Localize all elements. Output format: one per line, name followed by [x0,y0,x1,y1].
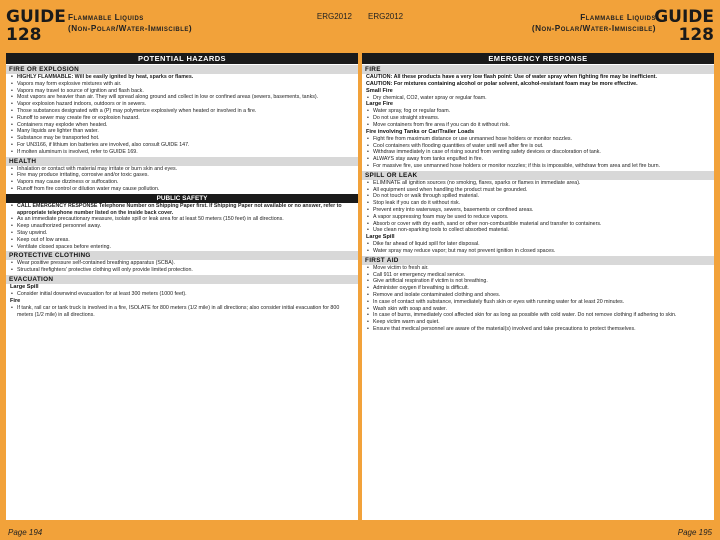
large-fire-label: Large Fire [366,101,394,108]
list-item: • Keep victim warm and quiet. [366,319,711,326]
list-item: • Stop leak if you can do it without risk. [366,200,711,207]
list-item: • For UN3166, if lithium ion batteries are involved, also consult GUIDE 147. [10,142,355,149]
list-item: • Do not use straight streams. [366,115,711,122]
fire-explosion-header: FIRE OR EXPLOSION [6,65,358,74]
guide-number: 128 [678,25,714,45]
small-fire-list [362,95,714,102]
list-item: • Water spray, fog or regular foam. [366,108,711,115]
first-aid-header: FIRST AID [362,256,714,265]
list-item: • If molten aluminum is involved, refer to GUIDE 169. [10,149,355,156]
list-item: • Fire may produce irritating, corrosive and/or toxic gases. [10,172,355,179]
list-item: • Many liquids are lighter than water. [10,128,355,135]
list-item: • Keep out of low areas. [10,237,355,244]
list-item: • Vapor explosion hazard indoors, outdoors or in sewers. [10,101,355,108]
guide-badge [654,8,714,44]
list-item: • Give artificial respiration if victim is not breathing. [366,278,711,285]
evac-fire-label: Fire [10,297,21,304]
evac-large-spill-list [6,291,358,298]
page-number: Page 194 [8,528,43,537]
large-fire-list [362,108,714,128]
tanks-fire-label: Fire involving Tanks or Car/Trailer Loads [366,128,475,135]
list-item: • Cool containers with flooding quantities of water until well after fire is out. [366,143,711,150]
guide-number: 128 [6,25,42,45]
small-fire-label: Small Fire [366,87,393,94]
guide-title-line1: Flammable Liquids [580,13,656,22]
erg-label: ERG2012 [368,12,404,21]
tanks-fire-list [362,136,714,170]
list-item: • ALWAYS stay away from tanks engulfed in fire. [366,156,711,163]
guide-badge [6,8,66,44]
evac-fire-list [6,305,358,319]
list-item: • Substance may be transported hot. [10,135,355,142]
list-item: • A vapor suppressing foam may be used to reduce vapors. [366,214,711,221]
protective-clothing-list [6,260,358,274]
guide-title [532,12,656,34]
list-item: • Fight fire from maximum distance or use unmanned hose holders or monitor nozzles. [366,136,711,143]
list-item: • Vapors may travel to source of ignition and flash back. [10,88,355,95]
potential-hazards-header: POTENTIAL HAZARDS [6,53,358,64]
page-number: Page 195 [677,528,712,537]
list-item: • Runoff to sewer may create fire or explosion hazard. [10,115,355,122]
large-spill-list [362,241,714,255]
list-item: • Inhalation or contact with material may irritate or burn skin and eyes. [10,166,355,173]
caution-note: CAUTION: For mixtures containing alcohol or polar solvent, alcohol-resistant foam may be more effective. [366,80,638,87]
erg-label: ERG2012 [316,12,352,21]
list-item: • Move containers from fire area if you can do it without risk. [366,122,711,129]
public-safety-list [6,203,358,251]
list-item: • If tank, rail car or tank truck is involved in a fire, ISOLATE for 800 meters (1/2 mile) in all directions; also consider initial evacuation for 800 meters (1/2 mile) in all directions. [10,305,355,319]
list-item: • Call 911 or emergency medical service. [366,272,711,279]
list-item: • Water spray may reduce vapor; but may not prevent ignition in closed spaces. [366,248,711,255]
list-item: • Wash skin with soap and water. [366,306,711,313]
list-item: • Structural firefighters' protective clothing will only provide limited protection. [10,267,355,274]
list-item: • Runoff from fire control or dilution water may cause pollution. [10,186,355,193]
list-item: • In case of contact with substance, immediately flush skin or eyes with running water for at least 20 minutes. [366,299,711,306]
list-item: • Ensure that medical personnel are aware of the material(s) involved and take precautions to protect themselves. [366,326,711,333]
list-item: • Administer oxygen if breathing is difficult. [366,285,711,292]
list-item: • Use clean non-sparking tools to collect absorbed material. [366,227,711,234]
list-item: • Move victim to fresh air. [366,265,711,272]
spill-leak-header: SPILL OR LEAK [362,171,714,180]
health-list [6,166,358,193]
public-safety-header: PUBLIC SAFETY [6,194,358,203]
list-item: • Vapors may cause dizziness or suffocation. [10,179,355,186]
health-header: HEALTH [6,157,358,166]
list-item: • Do not touch or walk through spilled material. [366,193,711,200]
list-item: • Most vapors are heavier than air. They will spread along ground and collect in low or confined areas (sewers, basements, tanks). [10,94,355,101]
list-item: • In case of burns, immediately cool affected skin for as long as possible with cold water. Do not remove clothing if adhering to skin. [366,312,711,319]
list-item: • Consider initial downwind evacuation for at least 300 meters (1000 feet). [10,291,355,298]
list-item: • Those substances designated with a (P) may polymerize explosively when heated or involved in a fire. [10,108,355,115]
list-item: • Ventilate closed spaces before entering. [10,244,355,251]
evacuation-header: EVACUATION [6,275,358,284]
guide-title [68,12,192,34]
list-item: • Dike far ahead of liquid spill for later disposal. [366,241,711,248]
list-item: • Stay upwind. [10,230,355,237]
list-item: • Containers may explode when heated. [10,122,355,129]
list-item: • Prevent entry into waterways, sewers, basements or confined areas. [366,207,711,214]
right-page [360,0,720,540]
fire-header: FIRE [362,65,714,74]
caution-note: CAUTION: All these products have a very low flash point: Use of water spray when fighting fire may be inefficient. [366,74,657,80]
list-item: • For massive fire, use unmanned hose holders or monitor nozzles; if this is impossible, withdraw from area and let fire burn. [366,163,711,170]
list-item: • All equipment used when handling the product must be grounded. [366,187,711,194]
right-page-body [362,53,714,520]
guide-title-line1: Flammable Liquids [68,13,144,22]
guide-title-line2: (Non-Polar/Water-Immiscible) [68,24,193,33]
left-page-body [6,53,358,520]
evac-large-spill-label: Large Spill [10,283,39,290]
fire-explosion-list [6,74,358,156]
list-item: • CALL EMERGENCY RESPONSE Telephone Number on Shipping Paper first. If Shipping Paper not available or no answer, refer to appropriate telephone number listed on the inside back cover. [10,203,355,217]
guide-label: GUIDE [6,7,66,27]
first-aid-list [362,265,714,333]
large-spill-label: Large Spill [366,234,395,241]
protective-clothing-header: PROTECTIVE CLOTHING [6,251,358,260]
list-item: • ELIMINATE all ignition sources (no smoking, flares, sparks or flames in immediate area). [366,180,711,187]
emergency-response-header: EMERGENCY RESPONSE [362,53,714,64]
list-item: • Absorb or cover with dry earth, sand or other non-combustible material and transfer to containers. [366,221,711,228]
left-page-header [0,0,360,50]
right-page-header [360,0,720,50]
list-item: • As an immediate precautionary measure, isolate spill or leak area for at least 50 meters (150 feet) in all directions. [10,216,355,223]
guide-label: GUIDE [654,7,714,27]
guide-title-line2: (Non-Polar/Water-Immiscible) [531,24,656,33]
list-item: • HIGHLY FLAMMABLE: Will be easily ignited by heat, sparks or flames. [10,74,355,81]
list-item: • Remove and isolate contaminated clothing and shoes. [366,292,711,299]
list-item: • Vapors may form explosive mixtures with air. [10,81,355,88]
spill-leak-list [362,180,714,234]
list-item: • Dry chemical, CO2, water spray or regular foam. [366,95,711,102]
list-item: • Keep unauthorized personnel away. [10,223,355,230]
list-item: • Withdraw immediately in case of rising sound from venting safety devices or discoloration of tank. [366,149,711,156]
list-item: • Wear positive pressure self-contained breathing apparatus (SCBA). [10,260,355,267]
